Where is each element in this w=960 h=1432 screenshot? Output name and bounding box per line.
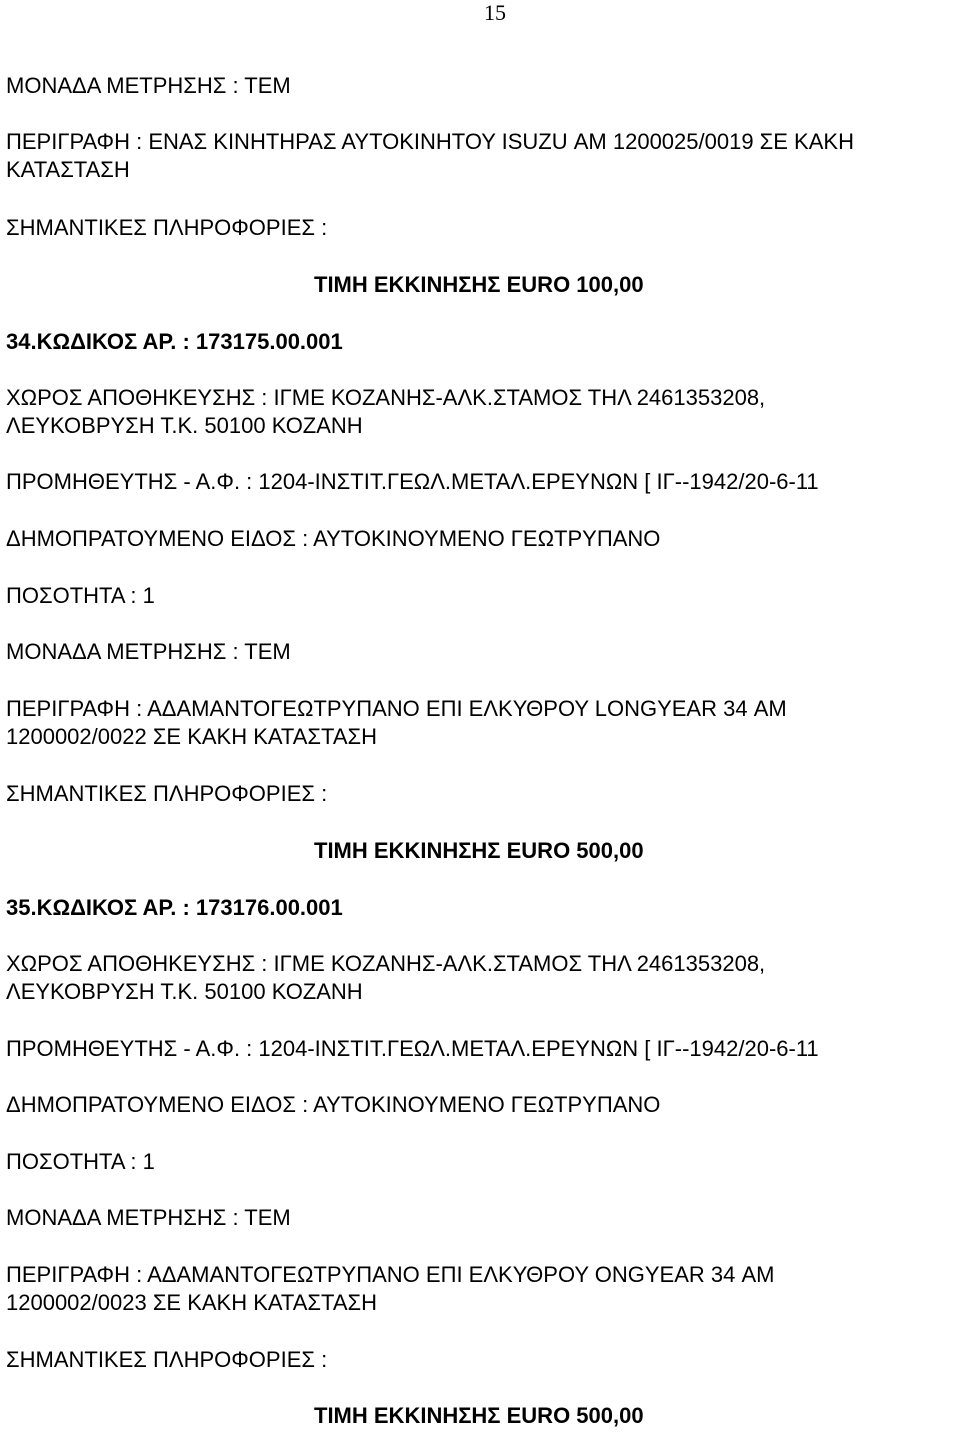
unit-of-measure: ΜΟΝΑΔΑ ΜΕΤΡΗΣΗΣ : ΤΕΜ	[6, 73, 291, 98]
starting-price: ΤΙΜΗ ΕΚΚΙΝΗΣΗΣ EURO 500,00	[314, 1403, 644, 1428]
description-line-2: 1200002/0022 ΣΕ ΚΑΚΗ ΚΑΤΑΣΤΑΣΗ	[6, 724, 377, 749]
auctioned-item: ΔΗΜΟΠΡΑΤΟΥΜΕΝΟ ΕΙΔΟΣ : ΑΥΤΟΚΙΝΟΥΜΕΝΟ ΓΕΩΤΡΥΠΑΝΟ	[6, 526, 661, 551]
starting-price: ΤΙΜΗ ΕΚΚΙΝΗΣΗΣ EURO 100,00	[314, 272, 644, 297]
important-info-label: ΣΗΜΑΝΤΙΚΕΣ ΠΛΗΡΟΦΟΡΙΕΣ :	[6, 1347, 328, 1372]
important-info-label: ΣΗΜΑΝΤΙΚΕΣ ΠΛΗΡΟΦΟΡΙΕΣ :	[6, 781, 328, 806]
starting-price: ΤΙΜΗ ΕΚΚΙΝΗΣΗΣ EURO 500,00	[314, 838, 644, 863]
description-line-1: ΠΕΡΙΓΡΑΦΗ : ΕΝΑΣ ΚΙΝΗΤΗΡΑΣ ΑΥΤΟΚΙΝΗΤΟΥ ISUZU ΑΜ 1200025/0019 ΣΕ ΚΑΚΗ	[6, 129, 854, 154]
description-line-2: 1200002/0023 ΣΕ ΚΑΚΗ ΚΑΤΑΣΤΑΣΗ	[6, 1290, 377, 1315]
supplier: ΠΡΟΜΗΘΕΥΤΗΣ - Α.Φ. : 1204-ΙΝΣΤΙΤ.ΓΕΩΛ.ΜΕΤΑΛ.ΕΡΕΥΝΩΝ [ ΙΓ--1942/20-6-11	[6, 469, 819, 494]
quantity: ΠΟΣΟΤΗΤΑ : 1	[6, 1149, 155, 1174]
description-line-1: ΠΕΡΙΓΡΑΦΗ : ΑΔΑΜΑΝΤΟΓΕΩΤΡΥΠΑΝΟ ΕΠΙ ΕΛΚΥΘΡΟΥ LONGYEAR 34 ΑΜ	[6, 696, 787, 721]
item-code: 34.ΚΩΔΙΚΟΣ ΑΡ. : 173175.00.001	[6, 329, 343, 354]
description-line-2: ΚΑΤΑΣΤΑΣΗ	[6, 157, 130, 182]
page-number: 15	[484, 0, 506, 25]
storage-location-line-1: ΧΩΡΟΣ ΑΠΟΘΗΚΕΥΣΗΣ : ΙΓΜΕ ΚΟΖΑΝΗΣ-ΑΛΚ.ΣΤΑΜΟΣ ΤΗΛ 2461353208,	[6, 385, 766, 410]
storage-location-line-2: ΛΕΥΚΟΒΡΥΣΗ Τ.Κ. 50100 ΚΟΖΑΝΗ	[6, 979, 363, 1004]
storage-location-line-2: ΛΕΥΚΟΒΡΥΣΗ Τ.Κ. 50100 ΚΟΖΑΝΗ	[6, 413, 363, 438]
unit-of-measure: ΜΟΝΑΔΑ ΜΕΤΡΗΣΗΣ : ΤΕΜ	[6, 1205, 291, 1230]
quantity: ΠΟΣΟΤΗΤΑ : 1	[6, 583, 155, 608]
storage-location-line-1: ΧΩΡΟΣ ΑΠΟΘΗΚΕΥΣΗΣ : ΙΓΜΕ ΚΟΖΑΝΗΣ-ΑΛΚ.ΣΤΑΜΟΣ ΤΗΛ 2461353208,	[6, 951, 766, 976]
important-info-label: ΣΗΜΑΝΤΙΚΕΣ ΠΛΗΡΟΦΟΡΙΕΣ :	[6, 215, 328, 240]
item-code: 35.ΚΩΔΙΚΟΣ ΑΡ. : 173176.00.001	[6, 895, 343, 920]
description-line-1: ΠΕΡΙΓΡΑΦΗ : ΑΔΑΜΑΝΤΟΓΕΩΤΡΥΠΑΝΟ ΕΠΙ ΕΛΚΥΘΡΟΥ ONGYEAR 34 ΑΜ	[6, 1262, 775, 1287]
auctioned-item: ΔΗΜΟΠΡΑΤΟΥΜΕΝΟ ΕΙΔΟΣ : ΑΥΤΟΚΙΝΟΥΜΕΝΟ ΓΕΩΤΡΥΠΑΝΟ	[6, 1092, 661, 1117]
unit-of-measure: ΜΟΝΑΔΑ ΜΕΤΡΗΣΗΣ : ΤΕΜ	[6, 639, 291, 664]
supplier: ΠΡΟΜΗΘΕΥΤΗΣ - Α.Φ. : 1204-ΙΝΣΤΙΤ.ΓΕΩΛ.ΜΕΤΑΛ.ΕΡΕΥΝΩΝ [ ΙΓ--1942/20-6-11	[6, 1036, 819, 1061]
